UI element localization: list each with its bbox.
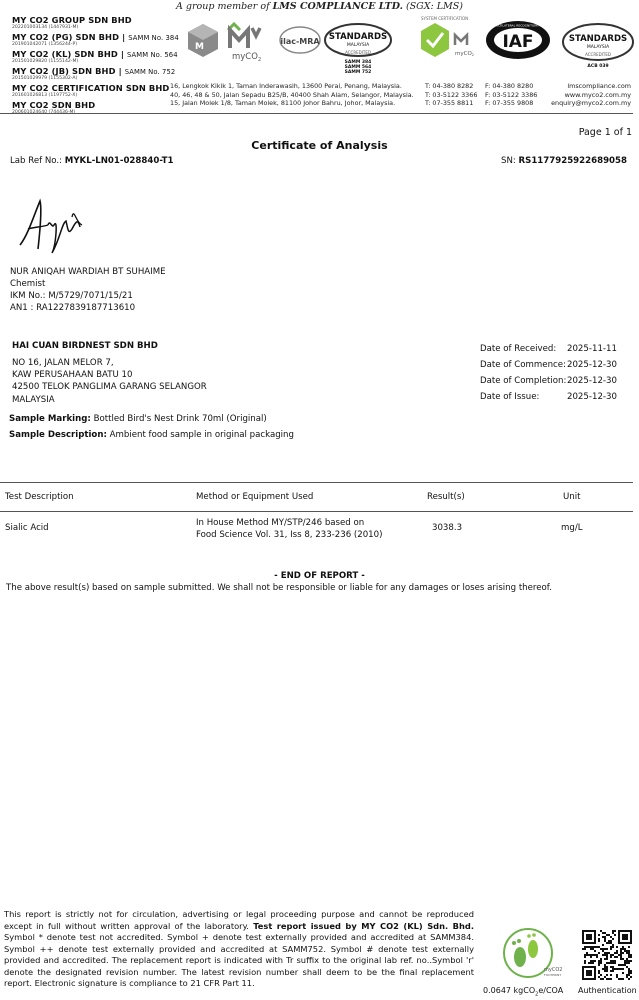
disclaimer: This report is strictly not for circulation, advertising or legal proceeding purpose and cannot be reproduced except in full without written approval of the laboratory. Test report issued by MY CO2 (KL) Sdn. Bhd. Symbol * denote test not accredited. Symbol + denote test externally provided and accredited at SAMM384. Symbol ++ denote test externally provided and accredited at SAMM752. Symbol # denote test externally provided and accredited. The replacement report is indicated with Tr suffix to the original lab ref. no..Symbol 'r' denote the designated revision number. The latest revision number shall deem to be the final replacement report. Electronic signature is compliance to 21 CFR Part 11. (4, 909, 474, 988)
table-top-border (0, 482, 633, 483)
cell-result: 3038.3 (432, 523, 463, 533)
address-block: 16, Lengkok Kikik 1, Taman Inderawasih, 13600 Perai, Penang, Malaysia. 40, 46, 48 & 50, Jalan Sepadu B25/B, 40400 Shah Alam, Selangor, Malaysia. 15, Jalan Molek 1/8, Taman Molek, 81100 Johor Bahru, Johor, Malaysia. (170, 82, 414, 108)
company-entry: MY CO2 CERTIFICATION SDN BHD 201601026813 (1197752-X) (12, 83, 170, 98)
lab-ref: Lab Ref No.: MYKL-LN01-028840-T1 (10, 156, 174, 166)
svg-text:ACCREDITED: ACCREDITED (345, 50, 371, 55)
client-address: NO 16, JALAN MELOR 7, KAW PERUSAHAAN BATU 10 42500 TELOK PANGLIMA GARANG SELANGOR MALAYSIA (12, 358, 207, 405)
svg-text:myCO2: myCO2 (544, 967, 563, 973)
svg-text:SAMM 564: SAMM 564 (344, 65, 372, 70)
table-header-border (0, 511, 633, 512)
standards-malaysia-samm-logo (324, 22, 392, 78)
standards-malaysia-acb-logo (562, 22, 634, 72)
svg-text:ACB 039: ACB 039 (587, 64, 609, 69)
signatory-block: NUR ANIQAH WARDIAH BT SUHAIME Chemist IKM No.: M/5729/7071/15/21 AN1 : RA1227839187713610 (10, 267, 166, 313)
iaf-mla-logo (474, 20, 562, 60)
svg-text:SYSTEM CERTIFICATION: SYSTEM CERTIFICATION (421, 16, 469, 21)
website-link[interactable]: lmscompliance.com (567, 82, 631, 90)
carbon-footprint-badge (500, 925, 562, 983)
mcs-cube-logo (186, 22, 220, 58)
myco2-logo (224, 20, 270, 63)
company-entry: MY CO2 (JB) SDN BHD | SAMM No. 752 201501029979 (1155302-A) (12, 66, 176, 81)
phone-block: T: 04-380 8282 T: 03-5122 3366 T: 07-355 8811 (425, 82, 478, 108)
svg-text:MALAYSIA: MALAYSIA (346, 43, 370, 48)
svg-text:SAMM 384: SAMM 384 (344, 60, 372, 65)
group-tagline: A group member of LMS COMPLIANCE LTD. (SGX: LMS) (176, 1, 463, 12)
svg-text:MALAYSIA: MALAYSIA (586, 45, 610, 50)
table-header-test: Test Description (5, 492, 74, 502)
svg-text:FOOTPRINT: FOOTPRINT (544, 973, 562, 977)
email-link[interactable]: enquiry@myco2.com.my (551, 99, 631, 108)
company-entry: MY CO2 (KL) SDN BHD | SAMM No. 564 201501029820 (1155142-M) (12, 49, 178, 64)
page-number: Page 1 of 1 (578, 127, 632, 138)
cell-method: In House Method MY/STP/246 based on Food Science Vol. 31, Iss 8, 233-236 (2010) (196, 518, 383, 540)
authentication-label: Authentication (578, 986, 637, 995)
svg-text:STANDARDS: STANDARDS (328, 32, 388, 42)
sample-marking: Sample Marking: Bottled Bird's Nest Drink 70ml (Original) (9, 414, 267, 424)
svg-text:IAF: IAF (502, 32, 534, 52)
cell-test: Sialic Acid (5, 523, 49, 533)
table-header-unit: Unit (563, 492, 581, 502)
website-link[interactable]: www.myco2.com.my (564, 90, 631, 99)
authentication-qr-code[interactable] (582, 930, 632, 980)
svg-text:ilac-MRA: ilac-MRA (280, 37, 320, 46)
web-block (551, 82, 631, 108)
table-header-method: Method or Equipment Used (196, 492, 314, 502)
fax-block: F: 04-380 8280 F: 03-5122 3386 F: 07-355 9808 (485, 82, 538, 108)
svg-text:myCO2: myCO$_2$ (232, 52, 262, 63)
result-note: The above result(s) based on sample submitted. We shall not be responsible or liable for any damages or loses arising thereof. (6, 583, 552, 593)
end-of-report: - END OF REPORT - (274, 571, 365, 581)
svg-text:M: M (195, 42, 204, 52)
dates-values: 2025-11-11 2025-12-30 2025-12-30 2025-12-30 (567, 344, 617, 402)
document-title: Certificate of Analysis (251, 139, 388, 152)
header-divider (0, 113, 633, 114)
svg-text:STANDARDS: STANDARDS (568, 34, 628, 44)
client-name: HAI CUAN BIRDNEST SDN BHD (12, 341, 158, 351)
svg-text:myCO2: myCO2 (455, 51, 475, 57)
sample-description: Sample Description: Ambient food sample in original packaging (9, 430, 294, 440)
cell-unit: mg/L (561, 523, 583, 533)
system-certification-logo (419, 15, 481, 63)
dates-labels: Date of Received: Date of Commence: Date of Completion: Date of Issue: (480, 344, 567, 402)
svg-text:SAMM 752: SAMM 752 (344, 70, 372, 75)
company-entry: MY CO2 GROUP SDN BHD 202201003134 (1447931-M) (12, 15, 132, 30)
company-list (12, 15, 179, 115)
company-entry: MY CO2 SDN BHD (12, 100, 96, 110)
chemist-signature (14, 195, 94, 257)
ilac-mra-logo (279, 26, 321, 54)
company-entry: MY CO2 (PG) SDN BHD | SAMM No. 384 201901042071 (1356244-P) (12, 32, 179, 47)
svg-text:ACCREDITED: ACCREDITED (585, 52, 611, 57)
table-header-result: Result(s) (427, 492, 465, 502)
svg-text:MEMBER OF MULTILATERAL RECOGNI: MEMBER OF MULTILATERAL RECOGNITION ARRANGEMENT (474, 23, 562, 28)
serial-number: SN: RS1177925922689058 (501, 156, 627, 166)
footprint-value: 0.0647 kgCO$_2$e/COA (483, 986, 564, 998)
